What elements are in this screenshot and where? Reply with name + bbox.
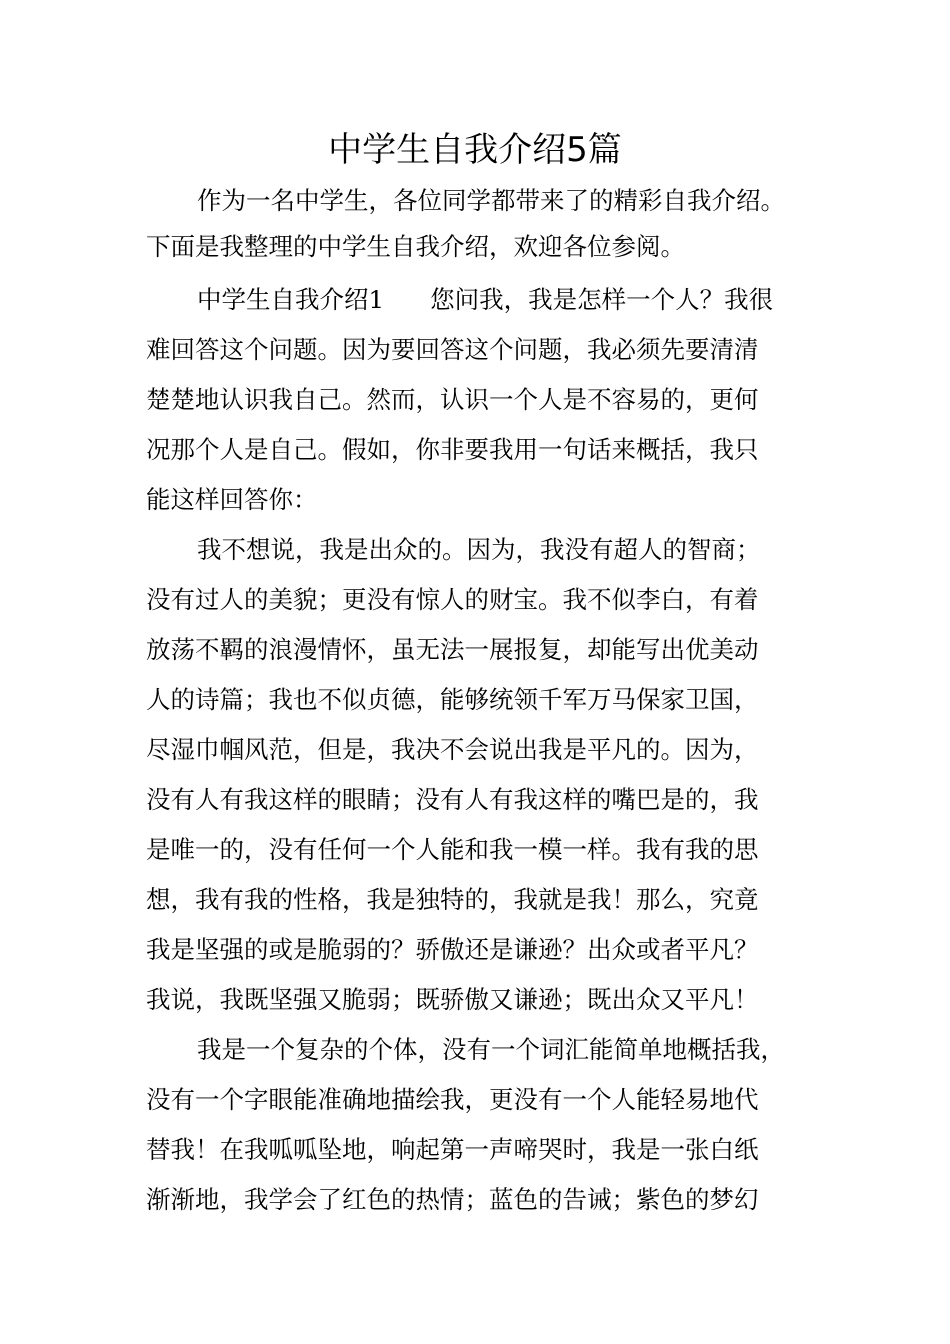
text-line: 没有过人的美貌；更没有惊人的财宝。我不似李白，有着 — [146, 585, 759, 614]
text-line: 况那个人是自己。假如，你非要我用一句话来概括，我只 — [146, 435, 759, 464]
text-line: 放荡不羁的浪漫情怀，虽无法一展报复，却能写出优美动 — [146, 635, 759, 664]
text-line: 能这样回答你： — [146, 485, 318, 514]
section-heading: 中学生自我介绍1 — [197, 285, 385, 314]
text-line: 渐渐地，我学会了红色的热情；蓝色的告诫；紫色的梦幻 — [146, 1185, 759, 1214]
text-line: 是唯一的，没有任何一个人能和我一模一样。我有我的思 — [146, 835, 759, 864]
text-line: 作为一名中学生，各位同学都带来了的精彩自我介绍。 — [197, 186, 785, 215]
text-line: 难回答这个问题。因为要回答这个问题，我必须先要清清 — [146, 335, 759, 364]
section-line — [197, 285, 773, 315]
text-line: 我不想说，我是出众的。因为，我没有超人的智商； — [197, 535, 761, 564]
text-line: 尽湿巾帼风范，但是，我决不会说出我是平凡的。因为， — [146, 735, 759, 764]
text-line: 没有一个字眼能准确地描绘我，更没有一个人能轻易地代 — [146, 1085, 759, 1114]
text-line: 没有人有我这样的眼睛；没有人有我这样的嘴巴是的，我 — [146, 785, 759, 814]
document-title: 中学生自我介绍5篇 — [328, 130, 622, 170]
text-line: 替我！在我呱呱坠地，响起第一声啼哭时，我是一张白纸 — [146, 1135, 759, 1164]
text-line: 楚楚地认识我自己。然而，认识一个人是不容易的，更何 — [146, 385, 759, 414]
section-first-text: 您问我，我是怎样一个人？我很 — [430, 285, 774, 314]
text-line: 想，我有我的性格，我是独特的，我就是我！那么，究竟 — [146, 885, 759, 914]
text-line: 我是一个复杂的个体，没有一个词汇能简单地概括我， — [197, 1035, 785, 1064]
text-line: 我说，我既坚强又脆弱；既骄傲又谦逊；既出众又平凡！ — [146, 985, 759, 1014]
text-line: 人的诗篇；我也不似贞德，能够统领千军万马保家卫国， — [146, 685, 759, 714]
text-line: 我是坚强的或是脆弱的？骄傲还是谦逊？出众或者平凡？ — [146, 935, 759, 964]
text-line: 下面是我整理的中学生自我介绍，欢迎各位参阅。 — [146, 232, 685, 261]
